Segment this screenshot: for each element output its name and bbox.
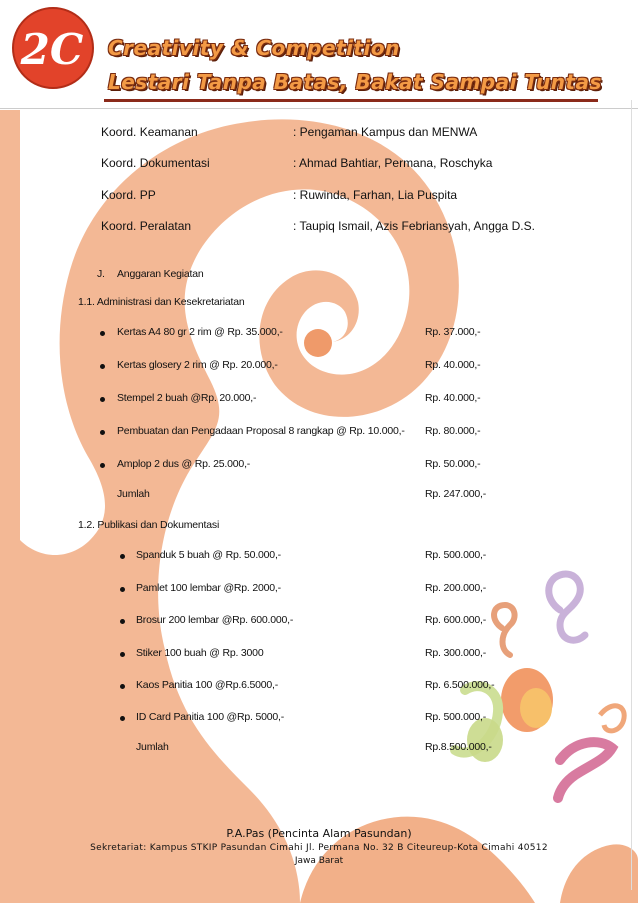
budget-2-item-amount: Rp. 500.000,- <box>425 711 487 723</box>
page-right-border <box>631 100 632 890</box>
footer-address: Sekretariat: Kampus STKIP Pasundan Cimahi Jl. Permana No. 32 B Citeureup-Kota Cimahi 40512 <box>90 843 548 853</box>
page-top-border <box>0 108 638 109</box>
header-divider <box>104 99 598 102</box>
bullet-icon <box>100 397 105 402</box>
koord-peralatan-label: Koord. Peralatan <box>101 219 192 233</box>
budget-2-item-amount: Rp. 500.000,- <box>425 549 487 561</box>
budget-1-item-amount: Rp. 37.000,- <box>425 326 481 338</box>
header-tagline-1: Creativity & Competition <box>108 36 400 60</box>
budget-2-item-amount: Rp. 300.000,- <box>425 647 487 659</box>
bullet-icon <box>100 331 105 336</box>
footer-region: Jawa Barat <box>294 856 344 866</box>
budget-1-total-amount: Rp. 247.000,- <box>425 488 487 500</box>
budget-2-total-amount: Rp.8.500.000,- <box>425 741 492 753</box>
budget-1-item-amount: Rp. 40.000,- <box>425 392 481 404</box>
budget-2-item-desc: Kaos Panitia 100 @Rp.6.5000,- <box>136 679 279 691</box>
logo-text: 2C <box>20 25 84 74</box>
budget-1-item-desc: Amplop 2 dus @ Rp. 25.000,- <box>117 458 251 470</box>
koord-peralatan-value: : Taupiq Ismail, Azis Febriansyah, Angga D.S. <box>293 219 535 233</box>
budget-1-total-label: Jumlah <box>117 488 150 500</box>
logo-2c <box>8 6 98 90</box>
budget-2-total-label: Jumlah <box>136 741 169 753</box>
budget-2-item-desc: Pamlet 100 lembar @Rp. 2000,- <box>136 582 281 594</box>
bullet-icon <box>100 463 105 468</box>
budget-1-item-amount: Rp. 50.000,- <box>425 458 481 470</box>
budget-1-item-amount: Rp. 40.000,- <box>425 359 481 371</box>
koord-pp-value: : Ruwinda, Farhan, Lia Puspita <box>293 188 458 202</box>
budget-1-item-desc: Pembuatan dan Pengadaan Proposal 8 rangkap @ Rp. 10.000,- <box>117 425 405 437</box>
section-letter: J. <box>97 268 105 280</box>
budget-2-item-desc: Stiker 100 buah @ Rp. 3000 <box>136 647 264 659</box>
koord-keamanan-label: Koord. Keamanan <box>101 125 198 139</box>
budget-2-item-desc: Spanduk 5 buah @ Rp. 50.000,- <box>136 549 281 561</box>
budget-2-item-desc: Brosur 200 lembar @Rp. 600.000,- <box>136 614 294 626</box>
koord-dokumentasi-label: Koord. Dokumentasi <box>101 156 210 170</box>
koord-keamanan-value: : Pengaman Kampus dan MENWA <box>293 125 478 139</box>
budget-1-title: 1.1. Administrasi dan Kesekretariatan <box>78 296 245 308</box>
bullet-icon <box>120 619 125 624</box>
bullet-icon <box>120 652 125 657</box>
bullet-icon <box>120 716 125 721</box>
bullet-icon <box>120 587 125 592</box>
budget-2-title: 1.2. Publikasi dan Dokumentasi <box>78 519 220 531</box>
koord-pp-label: Koord. PP <box>101 188 156 202</box>
koord-dokumentasi-value: : Ahmad Bahtiar, Permana, Roschyka <box>293 156 493 170</box>
budget-2-item-amount: Rp. 6.500.000,- <box>425 679 495 691</box>
budget-1-item-desc: Kertas A4 80 gr 2 rim @ Rp. 35.000,- <box>117 326 283 338</box>
budget-2-item-desc: ID Card Panitia 100 @Rp. 5000,- <box>136 711 285 723</box>
bullet-icon <box>100 430 105 435</box>
budget-2-item-amount: Rp. 200.000,- <box>425 582 487 594</box>
header-tagline-2: Lestari Tanpa Batas, Bakat Sampai Tuntas <box>108 70 602 94</box>
bullet-icon <box>100 364 105 369</box>
budget-1-item-desc: Stempel 2 buah @Rp. 20.000,- <box>117 392 257 404</box>
bullet-icon <box>120 554 125 559</box>
budget-1-item-desc: Kertas glosery 2 rim @ Rp. 20.000,- <box>117 359 278 371</box>
footer-org: P.A.Pas (Pencinta Alam Pasundan) <box>226 827 412 840</box>
budget-2-item-amount: Rp. 600.000,- <box>425 614 487 626</box>
section-title: Anggaran Kegiatan <box>117 268 204 280</box>
budget-1-item-amount: Rp. 80.000,- <box>425 425 481 437</box>
bullet-icon <box>120 684 125 689</box>
